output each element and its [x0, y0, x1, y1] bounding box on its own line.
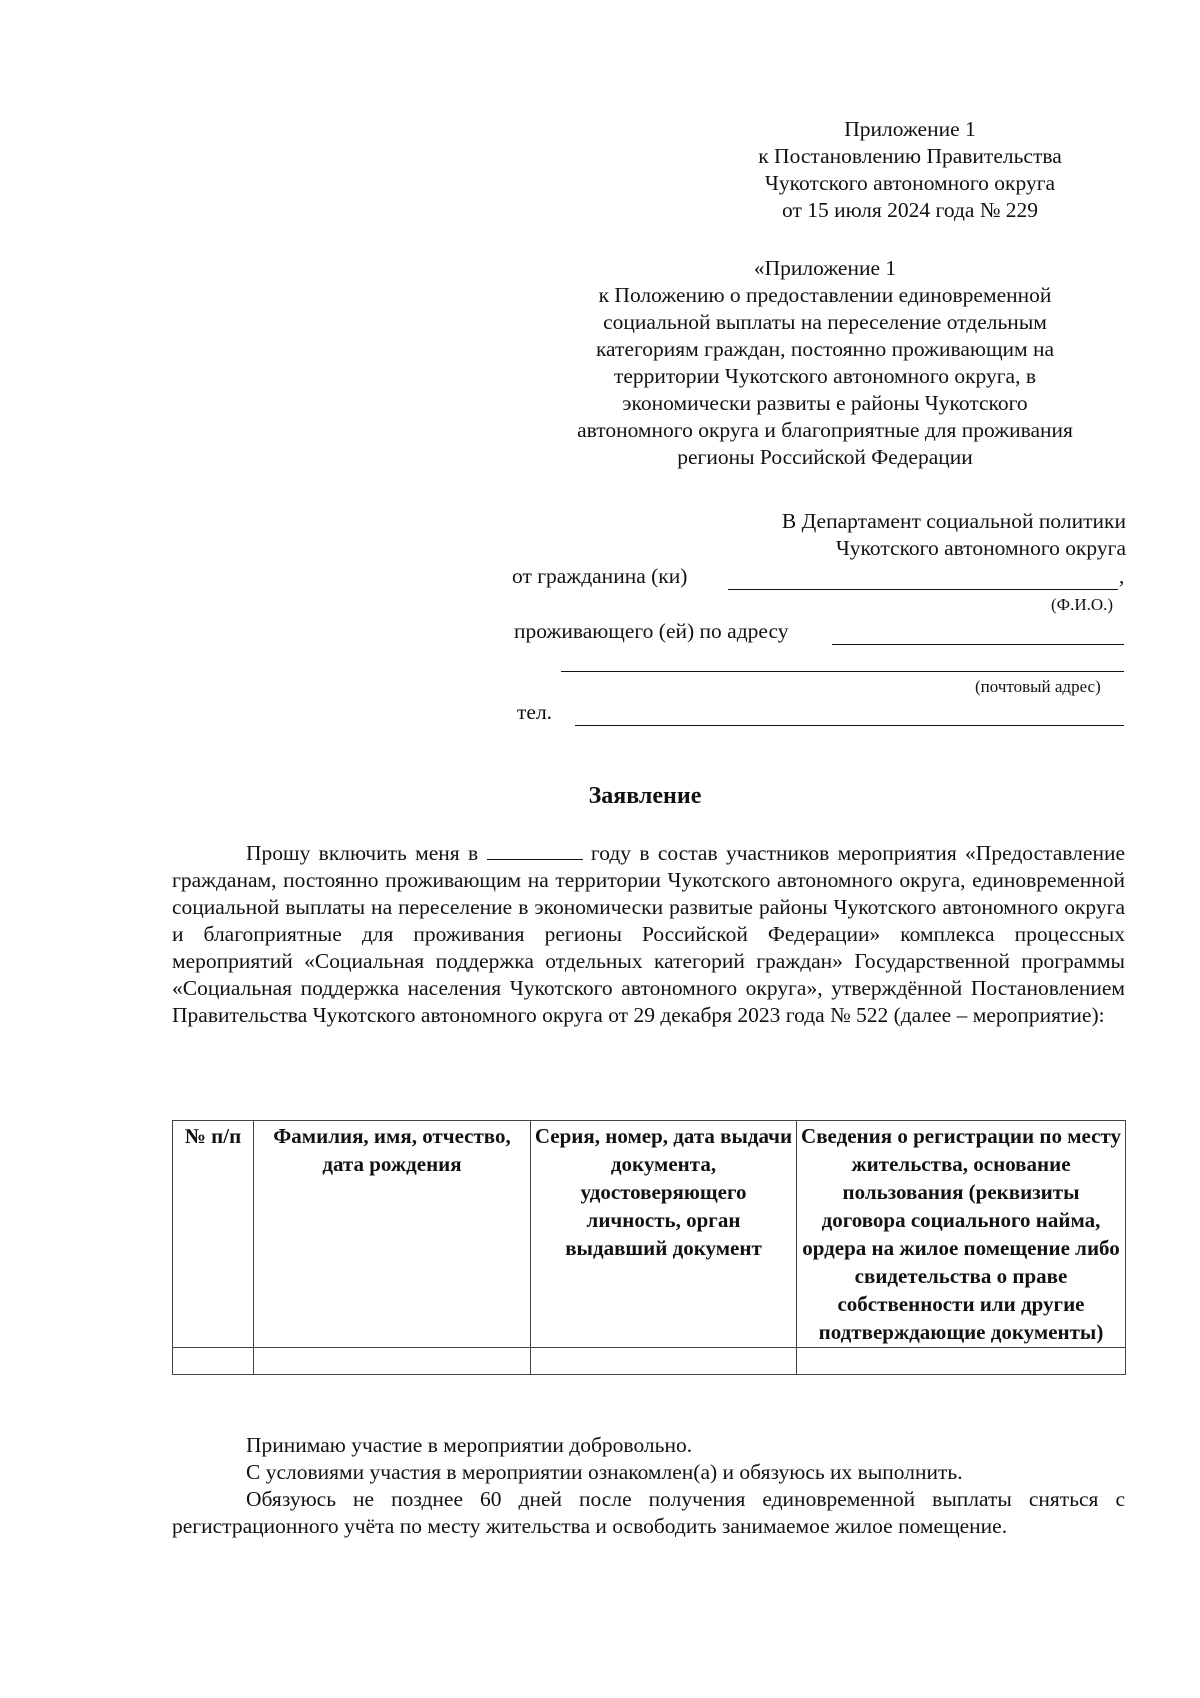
- header-number: № п/п: [173, 1121, 254, 1348]
- members-table: [172, 1120, 1126, 1375]
- annex-reference-line: автономного округа и благоприятные для проживания: [577, 418, 1073, 442]
- addressee-region: Чукотского автономного округа: [835, 536, 1126, 560]
- annex-reference-line: регионы Российской Федерации: [677, 445, 973, 469]
- fio-field[interactable]: [728, 589, 1118, 590]
- address-field-line2[interactable]: [561, 671, 1124, 672]
- addressee-department: В Департамент социальной политики: [781, 509, 1126, 533]
- annex-header: [700, 116, 1120, 224]
- obligation-statement: Обязуюсь не позднее 60 дней после получения единовременной выплаты сняться с регистрационного учёта по месту жительства и освободить занимаемое жилое помещение.: [172, 1487, 1125, 1538]
- addressee-block: [500, 508, 1126, 562]
- annex-header-line: Чукотского автономного округа: [764, 171, 1056, 195]
- annex-reference-line: к Положению о предоставлении единовременной: [598, 283, 1052, 307]
- annex-reference-line: категориям граждан, постоянно проживающим на: [595, 337, 1055, 361]
- annex-reference-line: территории Чукотского автономного округа, в: [613, 364, 1036, 388]
- year-field[interactable]: [487, 841, 583, 860]
- phone-field[interactable]: [575, 725, 1124, 726]
- annex-reference-line: экономически развиты е районы Чукотского: [622, 391, 1028, 415]
- request-paragraph: [172, 840, 1125, 1029]
- request-rest: году в состав участников мероприятия «Предоставление гражданам, постоянно проживающим на территории Чукотского автономного округа, единовременной социальной выплаты на переселение в экономически развитые районы Чукотского автономного округа и благоприятные для проживания регионы Российской Федерации» комплекса процессных мероприятий «Социальная поддержка отдельных категорий граждан» Государственной программы «Социальная поддержка населения Чукотского автономного округа», утверждённой Постановлением Правительства Чукотского автономного округа от 29 декабря 2023 года № 522 (далее – мероприятие):: [172, 841, 1126, 1027]
- header-registration: Сведения о регистрации по месту жительства, основание пользования (реквизиты договора социального найма, ордера на жилое помещение либо свидетельства о праве собственности или другие подтверждающие документы): [797, 1121, 1126, 1348]
- annex-reference-line: социальной выплаты на переселение отдельным: [603, 310, 1047, 334]
- table-cell[interactable]: [797, 1348, 1126, 1375]
- table-cell[interactable]: [254, 1348, 531, 1375]
- from-citizen-label: от гражданина (ки): [512, 564, 688, 588]
- table-cell[interactable]: [531, 1348, 797, 1375]
- annex-header-line: Приложение 1: [844, 117, 976, 141]
- conditions-statement: С условиями участия в мероприятии ознакомлен(а) и обязуюсь их выполнить.: [246, 1460, 963, 1484]
- header-id-document: Серия, номер, дата выдачи документа, удостоверяющего личность, орган выдавший документ: [531, 1121, 797, 1348]
- phone-label: тел.: [517, 700, 553, 724]
- annex-reference-line: «Приложение 1: [753, 256, 897, 280]
- annex-header-line: к Постановлению Правительства: [758, 144, 1062, 168]
- fio-caption: (Ф.И.О.): [1051, 595, 1114, 614]
- request-start: Прошу включить меня в: [246, 841, 479, 865]
- table-header-row: [173, 1121, 1126, 1348]
- voluntary-statement: Принимаю участие в мероприятии добровольно.: [246, 1433, 693, 1457]
- postal-address-caption: (почтовый адрес): [975, 677, 1101, 696]
- header-fullname: Фамилия, имя, отчество, дата рождения: [254, 1121, 531, 1348]
- table-row: [173, 1348, 1126, 1375]
- annex-reference: [530, 255, 1120, 471]
- from-citizen-comma: ,: [1119, 564, 1125, 588]
- address-label: проживающего (ей) по адресу: [514, 619, 789, 643]
- table-cell[interactable]: [173, 1348, 254, 1375]
- closing-statements: [172, 1432, 1125, 1540]
- annex-header-line: от 15 июля 2024 года № 229: [782, 198, 1038, 222]
- document-title: Заявление: [588, 783, 702, 809]
- address-field-line1[interactable]: [832, 644, 1124, 645]
